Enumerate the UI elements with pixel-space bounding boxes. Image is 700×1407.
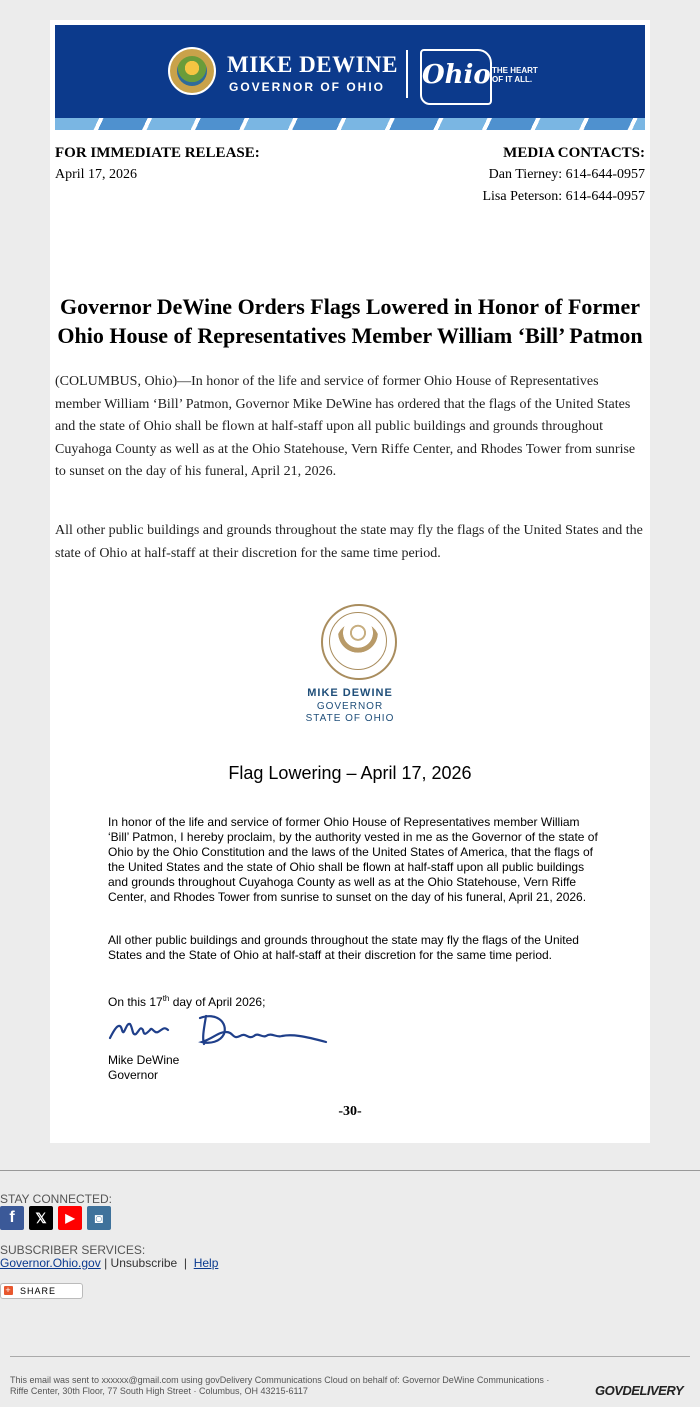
help-link[interactable]: Help <box>193 1256 219 1270</box>
signer-name: Mike DeWine <box>108 1053 180 1067</box>
ohio-tagline: THE HEART OF IT ALL. <box>492 66 538 84</box>
subscriber-links <box>0 1256 218 1270</box>
disclaimer-text: This email was sent to xxxxxx@gmail.com using govDelivery Communications Cloud on behalf of: Governor DeWine Communications · Riffe Center, 30th Floor, 77 South High Street · Columbus, OH 43215-6117 <box>10 1375 550 1396</box>
seal-governor-title: GOVERNOR <box>316 701 384 712</box>
article-paragraph: All other public buildings and grounds throughout the state may fly the flags of the United States and the state of Ohio at half-staff at their discretion for the same time period. <box>55 523 643 561</box>
article-headline: Governor DeWine Orders Flags Lowered in Honor of Former Ohio House of Representatives Member William ‘Bill’ Patmon <box>57 294 643 348</box>
release-label: FOR IMMEDIATE RELEASE: <box>55 145 260 161</box>
x-icon[interactable]: 𝕏 <box>29 1206 53 1230</box>
governor-office-seal-icon <box>321 604 397 680</box>
unsubscribe-link[interactable]: Unsubscribe <box>110 1256 178 1270</box>
link-separator: | <box>104 1256 111 1270</box>
contacts-label: MEDIA CONTACTS: <box>503 145 645 161</box>
governor-site-link[interactable]: Governor.Ohio.gov <box>0 1256 101 1270</box>
release-date: April 17, 2026 <box>55 167 138 182</box>
ohio-logo-icon: Ohio <box>420 49 492 105</box>
share-button[interactable] <box>0 1283 83 1299</box>
press-release-card <box>50 20 650 1143</box>
instagram-icon[interactable]: ◙ <box>87 1206 111 1230</box>
proclamation-title: Flag Lowering – April 17, 2026 <box>228 763 472 783</box>
banner-divider <box>406 50 408 98</box>
link-separator: | <box>180 1256 194 1270</box>
plus-icon: + <box>5 1285 12 1295</box>
footer-divider <box>0 1170 700 1171</box>
governor-name: MIKE DEWINE <box>227 52 398 77</box>
stay-connected-label: STAY CONNECTED: <box>0 1192 113 1206</box>
disclaimer-divider <box>10 1356 690 1357</box>
governor-signature <box>106 1008 336 1050</box>
governor-title: GOVERNOR OF OHIO <box>229 80 386 94</box>
seal-governor-name: MIKE DEWINE <box>307 687 393 699</box>
subscriber-services-label: SUBSCRIBER SERVICES: <box>0 1243 146 1257</box>
share-label: SHARE <box>20 1286 57 1296</box>
article-paragraph: (COLUMBUS, Ohio)—In honor of the life and service of former Ohio House of Representatives member William ‘Bill’ Patmon, Governor Mike DeWine has ordered that the flags of the United States and the state of Ohio shall be flown at half-staff upon all public buildings and grounds throughout Cuyahoga County as well as at the Ohio Statehouse, Vern Riffe Center, and Rhodes Tower from sunrise to sunset on the day of his funeral, April 21, 2026. <box>55 374 636 479</box>
contact-item: Dan Tierney: 614-644-0957 <box>488 167 645 182</box>
media-contacts <box>482 142 645 208</box>
governor-seal-icon <box>168 47 216 95</box>
facebook-icon[interactable]: f <box>0 1206 24 1230</box>
youtube-icon[interactable]: ▶ <box>58 1206 82 1230</box>
banner-stripes <box>55 118 645 130</box>
proclamation-date: On this 17th day of April 2026; <box>108 994 266 1009</box>
proclamation-paragraph: All other public buildings and grounds throughout the state may fly the flags of the United States and the State of Ohio at half-staff at their discretion for the same time period. <box>108 933 579 962</box>
govdelivery-logo: GOVDELIVERY <box>595 1383 684 1398</box>
seal-state: STATE OF OHIO <box>305 713 395 724</box>
signer-title: Governor <box>108 1068 159 1082</box>
end-mark: -30- <box>338 1104 362 1119</box>
contact-item: Lisa Peterson: 614-644-0957 <box>482 189 645 204</box>
release-info <box>55 142 260 186</box>
proclamation-paragraph: In honor of the life and service of former Ohio House of Representatives member William ‘Bill’ Patmon, I hereby proclaim, by the authority vested in me as the Governor of the state of Ohio by the Ohio Constitution and the laws of the United States of America, that the flags of the United States and the state of Ohio shall be flown at half-staff upon all public buildings and grounds throughout Cuyahoga County as well as at the Ohio Statehouse, Vern Riffe Center, and Rhodes Tower from sunrise to sunset on the day of his funeral, April 21, 2026. <box>108 815 598 904</box>
header-banner <box>55 25 645 130</box>
